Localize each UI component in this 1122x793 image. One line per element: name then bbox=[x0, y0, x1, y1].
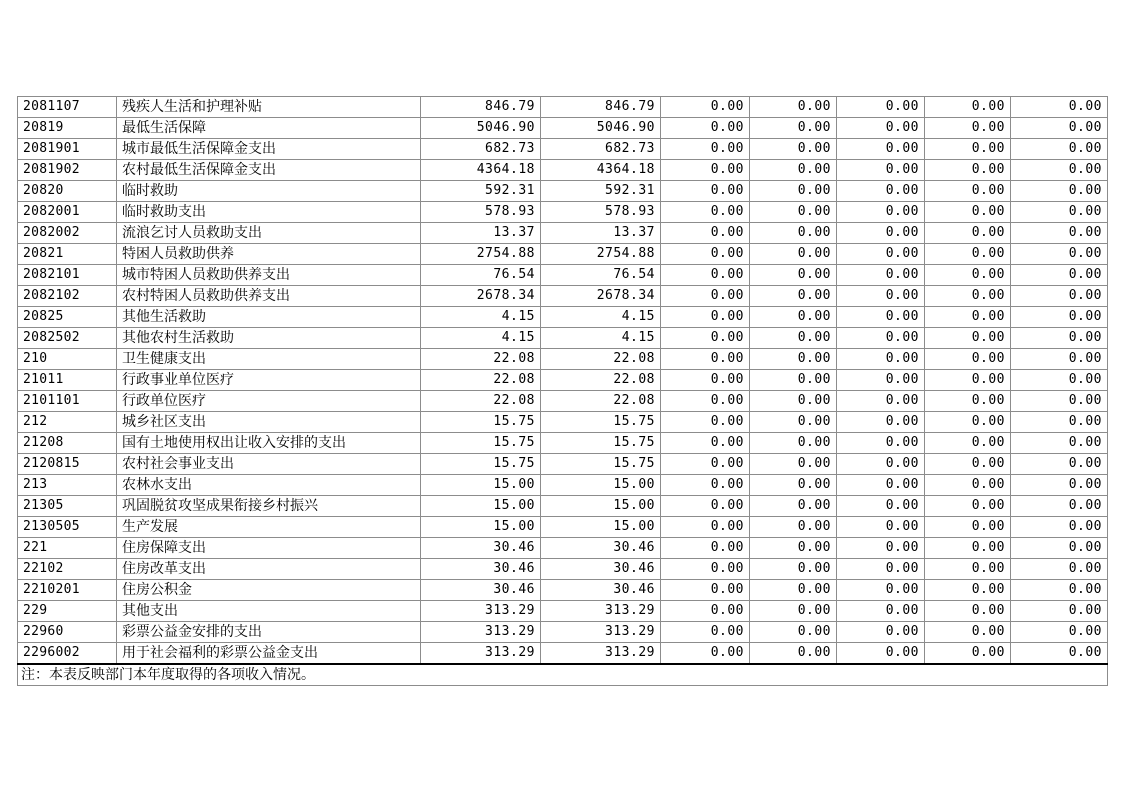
cell-subsidiary-income: 0.00 bbox=[925, 643, 1011, 665]
cell-other-income: 0.00 bbox=[1011, 622, 1108, 643]
cell-business-income: 0.00 bbox=[750, 265, 837, 286]
cell-operating-income: 0.00 bbox=[837, 139, 925, 160]
table-row bbox=[18, 601, 1108, 622]
cell-operating-income: 0.00 bbox=[837, 202, 925, 223]
cell-business-income: 0.00 bbox=[750, 244, 837, 265]
cell-other-income: 0.00 bbox=[1011, 370, 1108, 391]
cell-total: 13.37 bbox=[421, 223, 541, 244]
cell-operating-income: 0.00 bbox=[837, 643, 925, 665]
cell-total: 15.00 bbox=[421, 496, 541, 517]
cell-other-income: 0.00 bbox=[1011, 496, 1108, 517]
cell-code: 2082001 bbox=[18, 202, 117, 223]
cell-code: 221 bbox=[18, 538, 117, 559]
note-row bbox=[18, 664, 1108, 686]
cell-special-account: 0.00 bbox=[661, 265, 750, 286]
table-row bbox=[18, 181, 1108, 202]
cell-total: 5046.90 bbox=[421, 118, 541, 139]
table-row bbox=[18, 496, 1108, 517]
cell-subsidiary-income: 0.00 bbox=[925, 433, 1011, 454]
cell-total: 578.93 bbox=[421, 202, 541, 223]
cell-special-account: 0.00 bbox=[661, 517, 750, 538]
cell-subsidiary-income: 0.00 bbox=[925, 244, 1011, 265]
table-row bbox=[18, 160, 1108, 181]
cell-code: 210 bbox=[18, 349, 117, 370]
cell-operating-income: 0.00 bbox=[837, 160, 925, 181]
cell-total: 2754.88 bbox=[421, 244, 541, 265]
cell-subsidiary-income: 0.00 bbox=[925, 202, 1011, 223]
table-row bbox=[18, 391, 1108, 412]
table-row bbox=[18, 370, 1108, 391]
cell-subsidiary-income: 0.00 bbox=[925, 118, 1011, 139]
cell-name: 巩固脱贫攻坚成果衔接乡村振兴 bbox=[117, 496, 421, 517]
cell-subsidiary-income: 0.00 bbox=[925, 580, 1011, 601]
cell-fiscal-appropriation: 313.29 bbox=[541, 622, 661, 643]
cell-operating-income: 0.00 bbox=[837, 496, 925, 517]
cell-other-income: 0.00 bbox=[1011, 601, 1108, 622]
cell-operating-income: 0.00 bbox=[837, 370, 925, 391]
cell-total: 313.29 bbox=[421, 643, 541, 665]
cell-total: 313.29 bbox=[421, 601, 541, 622]
cell-subsidiary-income: 0.00 bbox=[925, 181, 1011, 202]
cell-other-income: 0.00 bbox=[1011, 97, 1108, 118]
cell-name: 农村社会事业支出 bbox=[117, 454, 421, 475]
cell-business-income: 0.00 bbox=[750, 517, 837, 538]
cell-special-account: 0.00 bbox=[661, 286, 750, 307]
cell-other-income: 0.00 bbox=[1011, 160, 1108, 181]
footer-note: 注：本表反映部门本年度取得的各项收入情况。 bbox=[18, 664, 1108, 686]
cell-business-income: 0.00 bbox=[750, 286, 837, 307]
cell-fiscal-appropriation: 15.75 bbox=[541, 454, 661, 475]
table-row bbox=[18, 622, 1108, 643]
cell-fiscal-appropriation: 22.08 bbox=[541, 349, 661, 370]
cell-business-income: 0.00 bbox=[750, 181, 837, 202]
cell-special-account: 0.00 bbox=[661, 202, 750, 223]
cell-special-account: 0.00 bbox=[661, 370, 750, 391]
cell-special-account: 0.00 bbox=[661, 181, 750, 202]
table-row bbox=[18, 349, 1108, 370]
table-row bbox=[18, 454, 1108, 475]
cell-other-income: 0.00 bbox=[1011, 307, 1108, 328]
cell-operating-income: 0.00 bbox=[837, 475, 925, 496]
table-row bbox=[18, 559, 1108, 580]
cell-fiscal-appropriation: 2678.34 bbox=[541, 286, 661, 307]
cell-other-income: 0.00 bbox=[1011, 202, 1108, 223]
cell-subsidiary-income: 0.00 bbox=[925, 475, 1011, 496]
cell-special-account: 0.00 bbox=[661, 118, 750, 139]
cell-total: 30.46 bbox=[421, 538, 541, 559]
cell-operating-income: 0.00 bbox=[837, 412, 925, 433]
cell-business-income: 0.00 bbox=[750, 496, 837, 517]
cell-business-income: 0.00 bbox=[750, 223, 837, 244]
cell-total: 22.08 bbox=[421, 370, 541, 391]
cell-name: 卫生健康支出 bbox=[117, 349, 421, 370]
cell-business-income: 0.00 bbox=[750, 622, 837, 643]
cell-business-income: 0.00 bbox=[750, 643, 837, 665]
cell-name: 特困人员救助供养 bbox=[117, 244, 421, 265]
cell-special-account: 0.00 bbox=[661, 601, 750, 622]
table-row bbox=[18, 538, 1108, 559]
cell-fiscal-appropriation: 4.15 bbox=[541, 328, 661, 349]
table-row bbox=[18, 223, 1108, 244]
cell-operating-income: 0.00 bbox=[837, 559, 925, 580]
table-row bbox=[18, 328, 1108, 349]
cell-operating-income: 0.00 bbox=[837, 265, 925, 286]
cell-special-account: 0.00 bbox=[661, 538, 750, 559]
cell-special-account: 0.00 bbox=[661, 454, 750, 475]
table-row bbox=[18, 244, 1108, 265]
cell-code: 22960 bbox=[18, 622, 117, 643]
cell-special-account: 0.00 bbox=[661, 643, 750, 665]
cell-name: 行政单位医疗 bbox=[117, 391, 421, 412]
cell-code: 2210201 bbox=[18, 580, 117, 601]
cell-business-income: 0.00 bbox=[750, 139, 837, 160]
cell-fiscal-appropriation: 30.46 bbox=[541, 559, 661, 580]
cell-special-account: 0.00 bbox=[661, 223, 750, 244]
cell-fiscal-appropriation: 30.46 bbox=[541, 538, 661, 559]
cell-operating-income: 0.00 bbox=[837, 517, 925, 538]
cell-code: 20820 bbox=[18, 181, 117, 202]
cell-subsidiary-income: 0.00 bbox=[925, 370, 1011, 391]
cell-business-income: 0.00 bbox=[750, 433, 837, 454]
cell-business-income: 0.00 bbox=[750, 202, 837, 223]
cell-fiscal-appropriation: 4364.18 bbox=[541, 160, 661, 181]
cell-special-account: 0.00 bbox=[661, 475, 750, 496]
cell-other-income: 0.00 bbox=[1011, 244, 1108, 265]
cell-code: 20821 bbox=[18, 244, 117, 265]
table-row bbox=[18, 517, 1108, 538]
table-row bbox=[18, 97, 1108, 118]
cell-total: 592.31 bbox=[421, 181, 541, 202]
cell-subsidiary-income: 0.00 bbox=[925, 97, 1011, 118]
cell-fiscal-appropriation: 2754.88 bbox=[541, 244, 661, 265]
cell-operating-income: 0.00 bbox=[837, 328, 925, 349]
cell-fiscal-appropriation: 682.73 bbox=[541, 139, 661, 160]
cell-fiscal-appropriation: 15.00 bbox=[541, 475, 661, 496]
cell-subsidiary-income: 0.00 bbox=[925, 517, 1011, 538]
cell-operating-income: 0.00 bbox=[837, 580, 925, 601]
table-row bbox=[18, 139, 1108, 160]
cell-business-income: 0.00 bbox=[750, 97, 837, 118]
cell-code: 2130505 bbox=[18, 517, 117, 538]
cell-name: 行政事业单位医疗 bbox=[117, 370, 421, 391]
cell-code: 2082502 bbox=[18, 328, 117, 349]
cell-special-account: 0.00 bbox=[661, 349, 750, 370]
cell-other-income: 0.00 bbox=[1011, 538, 1108, 559]
cell-total: 682.73 bbox=[421, 139, 541, 160]
cell-name: 住房改革支出 bbox=[117, 559, 421, 580]
cell-operating-income: 0.00 bbox=[837, 181, 925, 202]
cell-code: 21208 bbox=[18, 433, 117, 454]
cell-subsidiary-income: 0.00 bbox=[925, 412, 1011, 433]
cell-name: 临时救助 bbox=[117, 181, 421, 202]
cell-special-account: 0.00 bbox=[661, 160, 750, 181]
cell-special-account: 0.00 bbox=[661, 559, 750, 580]
cell-code: 21011 bbox=[18, 370, 117, 391]
cell-subsidiary-income: 0.00 bbox=[925, 286, 1011, 307]
cell-code: 213 bbox=[18, 475, 117, 496]
cell-other-income: 0.00 bbox=[1011, 223, 1108, 244]
cell-other-income: 0.00 bbox=[1011, 475, 1108, 496]
table-row bbox=[18, 118, 1108, 139]
table-row bbox=[18, 286, 1108, 307]
cell-business-income: 0.00 bbox=[750, 349, 837, 370]
cell-special-account: 0.00 bbox=[661, 244, 750, 265]
table-row bbox=[18, 412, 1108, 433]
cell-subsidiary-income: 0.00 bbox=[925, 349, 1011, 370]
cell-code: 2081902 bbox=[18, 160, 117, 181]
cell-fiscal-appropriation: 15.75 bbox=[541, 433, 661, 454]
cell-code: 2120815 bbox=[18, 454, 117, 475]
cell-business-income: 0.00 bbox=[750, 412, 837, 433]
cell-business-income: 0.00 bbox=[750, 118, 837, 139]
cell-other-income: 0.00 bbox=[1011, 181, 1108, 202]
cell-total: 15.75 bbox=[421, 454, 541, 475]
cell-name: 其他生活救助 bbox=[117, 307, 421, 328]
cell-business-income: 0.00 bbox=[750, 601, 837, 622]
cell-name: 城市最低生活保障金支出 bbox=[117, 139, 421, 160]
cell-other-income: 0.00 bbox=[1011, 286, 1108, 307]
cell-fiscal-appropriation: 578.93 bbox=[541, 202, 661, 223]
cell-fiscal-appropriation: 4.15 bbox=[541, 307, 661, 328]
cell-other-income: 0.00 bbox=[1011, 433, 1108, 454]
cell-subsidiary-income: 0.00 bbox=[925, 622, 1011, 643]
cell-code: 229 bbox=[18, 601, 117, 622]
cell-business-income: 0.00 bbox=[750, 559, 837, 580]
cell-total: 15.00 bbox=[421, 517, 541, 538]
cell-name: 农林水支出 bbox=[117, 475, 421, 496]
cell-name: 彩票公益金安排的支出 bbox=[117, 622, 421, 643]
table-row bbox=[18, 265, 1108, 286]
cell-operating-income: 0.00 bbox=[837, 433, 925, 454]
cell-name: 住房保障支出 bbox=[117, 538, 421, 559]
cell-fiscal-appropriation: 313.29 bbox=[541, 601, 661, 622]
table-row bbox=[18, 475, 1108, 496]
cell-business-income: 0.00 bbox=[750, 475, 837, 496]
cell-fiscal-appropriation: 22.08 bbox=[541, 370, 661, 391]
cell-business-income: 0.00 bbox=[750, 160, 837, 181]
table-row bbox=[18, 580, 1108, 601]
cell-total: 30.46 bbox=[421, 559, 541, 580]
cell-fiscal-appropriation: 13.37 bbox=[541, 223, 661, 244]
cell-operating-income: 0.00 bbox=[837, 286, 925, 307]
cell-total: 2678.34 bbox=[421, 286, 541, 307]
cell-fiscal-appropriation: 313.29 bbox=[541, 643, 661, 665]
cell-code: 212 bbox=[18, 412, 117, 433]
table-row bbox=[18, 643, 1108, 665]
cell-fiscal-appropriation: 30.46 bbox=[541, 580, 661, 601]
cell-other-income: 0.00 bbox=[1011, 412, 1108, 433]
cell-business-income: 0.00 bbox=[750, 538, 837, 559]
cell-business-income: 0.00 bbox=[750, 328, 837, 349]
cell-business-income: 0.00 bbox=[750, 370, 837, 391]
cell-fiscal-appropriation: 592.31 bbox=[541, 181, 661, 202]
cell-operating-income: 0.00 bbox=[837, 601, 925, 622]
cell-subsidiary-income: 0.00 bbox=[925, 601, 1011, 622]
table-body bbox=[18, 97, 1108, 665]
cell-name: 其他支出 bbox=[117, 601, 421, 622]
cell-name: 用于社会福利的彩票公益金支出 bbox=[117, 643, 421, 665]
cell-total: 22.08 bbox=[421, 391, 541, 412]
cell-code: 2082102 bbox=[18, 286, 117, 307]
cell-total: 4.15 bbox=[421, 307, 541, 328]
cell-subsidiary-income: 0.00 bbox=[925, 559, 1011, 580]
cell-operating-income: 0.00 bbox=[837, 391, 925, 412]
cell-special-account: 0.00 bbox=[661, 433, 750, 454]
cell-operating-income: 0.00 bbox=[837, 223, 925, 244]
cell-operating-income: 0.00 bbox=[837, 538, 925, 559]
cell-name: 国有土地使用权出让收入安排的支出 bbox=[117, 433, 421, 454]
cell-other-income: 0.00 bbox=[1011, 454, 1108, 475]
cell-special-account: 0.00 bbox=[661, 391, 750, 412]
cell-fiscal-appropriation: 15.00 bbox=[541, 517, 661, 538]
cell-name: 城市特困人员救助供养支出 bbox=[117, 265, 421, 286]
income-table bbox=[17, 96, 1108, 686]
cell-operating-income: 0.00 bbox=[837, 454, 925, 475]
cell-total: 22.08 bbox=[421, 349, 541, 370]
cell-total: 15.75 bbox=[421, 433, 541, 454]
cell-other-income: 0.00 bbox=[1011, 391, 1108, 412]
cell-code: 20819 bbox=[18, 118, 117, 139]
cell-fiscal-appropriation: 22.08 bbox=[541, 391, 661, 412]
cell-other-income: 0.00 bbox=[1011, 118, 1108, 139]
cell-code: 2081107 bbox=[18, 97, 117, 118]
cell-name: 残疾人生活和护理补贴 bbox=[117, 97, 421, 118]
cell-total: 4.15 bbox=[421, 328, 541, 349]
cell-subsidiary-income: 0.00 bbox=[925, 454, 1011, 475]
cell-total: 76.54 bbox=[421, 265, 541, 286]
cell-name: 流浪乞讨人员救助支出 bbox=[117, 223, 421, 244]
cell-total: 4364.18 bbox=[421, 160, 541, 181]
cell-other-income: 0.00 bbox=[1011, 328, 1108, 349]
cell-total: 15.00 bbox=[421, 475, 541, 496]
cell-special-account: 0.00 bbox=[661, 580, 750, 601]
cell-name: 其他农村生活救助 bbox=[117, 328, 421, 349]
cell-other-income: 0.00 bbox=[1011, 580, 1108, 601]
cell-business-income: 0.00 bbox=[750, 580, 837, 601]
cell-total: 846.79 bbox=[421, 97, 541, 118]
cell-subsidiary-income: 0.00 bbox=[925, 538, 1011, 559]
cell-code: 20825 bbox=[18, 307, 117, 328]
cell-name: 最低生活保障 bbox=[117, 118, 421, 139]
cell-special-account: 0.00 bbox=[661, 139, 750, 160]
cell-other-income: 0.00 bbox=[1011, 265, 1108, 286]
cell-name: 住房公积金 bbox=[117, 580, 421, 601]
cell-code: 2296002 bbox=[18, 643, 117, 665]
cell-fiscal-appropriation: 5046.90 bbox=[541, 118, 661, 139]
cell-subsidiary-income: 0.00 bbox=[925, 328, 1011, 349]
cell-subsidiary-income: 0.00 bbox=[925, 223, 1011, 244]
cell-code: 21305 bbox=[18, 496, 117, 517]
cell-subsidiary-income: 0.00 bbox=[925, 391, 1011, 412]
cell-name: 生产发展 bbox=[117, 517, 421, 538]
cell-special-account: 0.00 bbox=[661, 412, 750, 433]
cell-fiscal-appropriation: 846.79 bbox=[541, 97, 661, 118]
cell-total: 313.29 bbox=[421, 622, 541, 643]
cell-name: 临时救助支出 bbox=[117, 202, 421, 223]
table-row bbox=[18, 202, 1108, 223]
cell-total: 30.46 bbox=[421, 580, 541, 601]
cell-name: 农村特困人员救助供养支出 bbox=[117, 286, 421, 307]
cell-other-income: 0.00 bbox=[1011, 139, 1108, 160]
cell-operating-income: 0.00 bbox=[837, 307, 925, 328]
cell-special-account: 0.00 bbox=[661, 328, 750, 349]
cell-subsidiary-income: 0.00 bbox=[925, 307, 1011, 328]
cell-business-income: 0.00 bbox=[750, 454, 837, 475]
cell-fiscal-appropriation: 15.75 bbox=[541, 412, 661, 433]
cell-total: 15.75 bbox=[421, 412, 541, 433]
cell-subsidiary-income: 0.00 bbox=[925, 496, 1011, 517]
cell-operating-income: 0.00 bbox=[837, 118, 925, 139]
cell-other-income: 0.00 bbox=[1011, 643, 1108, 665]
cell-name: 城乡社区支出 bbox=[117, 412, 421, 433]
cell-code: 2082002 bbox=[18, 223, 117, 244]
cell-operating-income: 0.00 bbox=[837, 97, 925, 118]
cell-other-income: 0.00 bbox=[1011, 349, 1108, 370]
cell-code: 2082101 bbox=[18, 265, 117, 286]
cell-business-income: 0.00 bbox=[750, 391, 837, 412]
cell-subsidiary-income: 0.00 bbox=[925, 265, 1011, 286]
cell-special-account: 0.00 bbox=[661, 97, 750, 118]
cell-special-account: 0.00 bbox=[661, 622, 750, 643]
cell-operating-income: 0.00 bbox=[837, 244, 925, 265]
table-row bbox=[18, 433, 1108, 454]
cell-other-income: 0.00 bbox=[1011, 517, 1108, 538]
cell-name: 农村最低生活保障金支出 bbox=[117, 160, 421, 181]
cell-operating-income: 0.00 bbox=[837, 349, 925, 370]
cell-code: 22102 bbox=[18, 559, 117, 580]
table-row bbox=[18, 307, 1108, 328]
cell-operating-income: 0.00 bbox=[837, 622, 925, 643]
cell-code: 2101101 bbox=[18, 391, 117, 412]
cell-business-income: 0.00 bbox=[750, 307, 837, 328]
cell-fiscal-appropriation: 76.54 bbox=[541, 265, 661, 286]
cell-special-account: 0.00 bbox=[661, 307, 750, 328]
cell-fiscal-appropriation: 15.00 bbox=[541, 496, 661, 517]
cell-special-account: 0.00 bbox=[661, 496, 750, 517]
cell-other-income: 0.00 bbox=[1011, 559, 1108, 580]
cell-subsidiary-income: 0.00 bbox=[925, 139, 1011, 160]
cell-code: 2081901 bbox=[18, 139, 117, 160]
cell-subsidiary-income: 0.00 bbox=[925, 160, 1011, 181]
